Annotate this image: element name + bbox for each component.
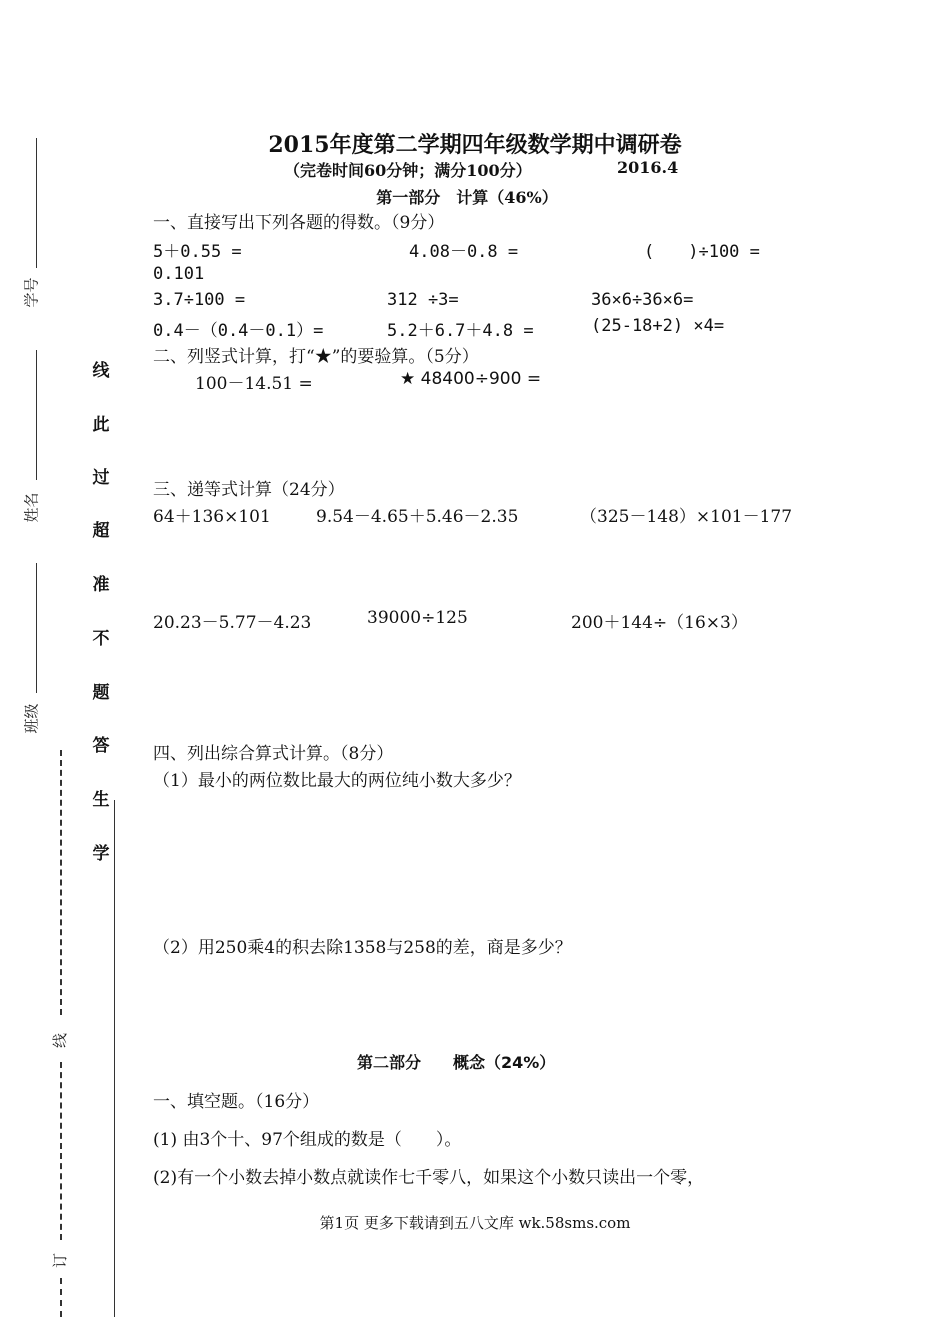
mental-math-item: 5.2＋6.7＋4.8 = [387,321,534,341]
exam-date: 2016.4 [617,158,679,177]
mental-math-item: (25-18+2) ×4= [591,316,725,336]
stepwise-calc-item: 200＋144÷（16×3） [571,613,748,633]
warning-char: 题 [92,683,110,703]
mental-math-item: 312 ÷3= [387,290,459,310]
section-heading: 四、列出综合算式计算。（8分） [153,744,394,764]
exam-subtitle: （完卷时间60分钟；满分100分） [284,161,532,180]
warning-char: 学 [92,844,110,864]
fill-blank-item: (2)有一个小数去掉小数点就读作七千零八，如果这个小数只读出一个零， [153,1168,705,1188]
margin-student-id-label: 学号 [22,277,41,308]
warning-char: 准 [92,575,110,595]
stepwise-calc-item: 20.23－5.77－4.23 [153,613,312,633]
margin-solid-rule [114,800,115,1317]
stepwise-calc-item: 39000÷125 [367,608,468,628]
margin-name-label: 姓名 [22,492,41,523]
vertical-calc-item: ★ 48400÷900 = [400,369,542,389]
word-problem: （2）用250乘4的积去除1358与258的差，商是多少？ [153,938,572,958]
margin-rule [36,350,37,480]
binding-dashed-line [60,1278,62,1317]
warning-char: 过 [92,468,110,488]
warning-char: 此 [92,415,110,435]
section-heading: 一、直接写出下列各题的得数。（9分） [153,213,445,233]
binding-line-label: 线 [51,1032,70,1049]
warning-char: 答 [92,736,110,756]
mental-math-item: 36×6÷36×6= [591,290,694,310]
mental-math-item: ( )÷100 = [644,242,760,262]
word-problem: （1）最小的两位数比最大的两位纯小数大多少？ [153,771,521,791]
part2-heading: 第二部分 概念（24%） [357,1053,556,1072]
exam-title: 2015年度第二学期四年级数学期中调研卷 [268,132,682,158]
section-heading: 二、列竖式计算，打“★”的要验算。（5分） [153,347,479,367]
stepwise-calc-item: 64＋136×101 [153,507,271,527]
vertical-calc-item: 100－14.51 = [195,374,313,394]
part1-heading: 第一部分 计算（46%） [376,188,558,207]
mental-math-item: 0.4－（0.4－0.1）= [153,321,324,341]
binding-dashed-line [60,750,62,1015]
section-heading: 三、递等式计算（24分） [153,480,345,500]
mental-math-item: 3.7÷100 = [153,290,246,310]
section-heading: 一、填空题。（16分） [153,1092,320,1112]
stepwise-calc-item: 9.54－4.65＋5.46－2.35 [316,507,519,527]
warning-char: 超 [92,521,110,541]
margin-rule [36,563,37,693]
binding-staple-label: 订 [51,1252,70,1269]
warning-char: 生 [92,790,110,810]
mental-math-item: 5＋0.55 = [153,242,242,262]
page-footer: 第1页 更多下载请到五八文库 wk.58sms.com [319,1214,631,1232]
warning-char: 不 [92,629,110,649]
mental-math-item: 4.08－0.8 = [409,242,519,262]
margin-class-label: 班级 [22,703,41,734]
stepwise-calc-item: （325－148）×101－177 [580,507,793,527]
warning-char: 线 [92,361,110,381]
mental-math-item: 0.101 [153,264,205,284]
fill-blank-item: (1) 由3个十、97个组成的数是（ ）。 [153,1130,462,1150]
